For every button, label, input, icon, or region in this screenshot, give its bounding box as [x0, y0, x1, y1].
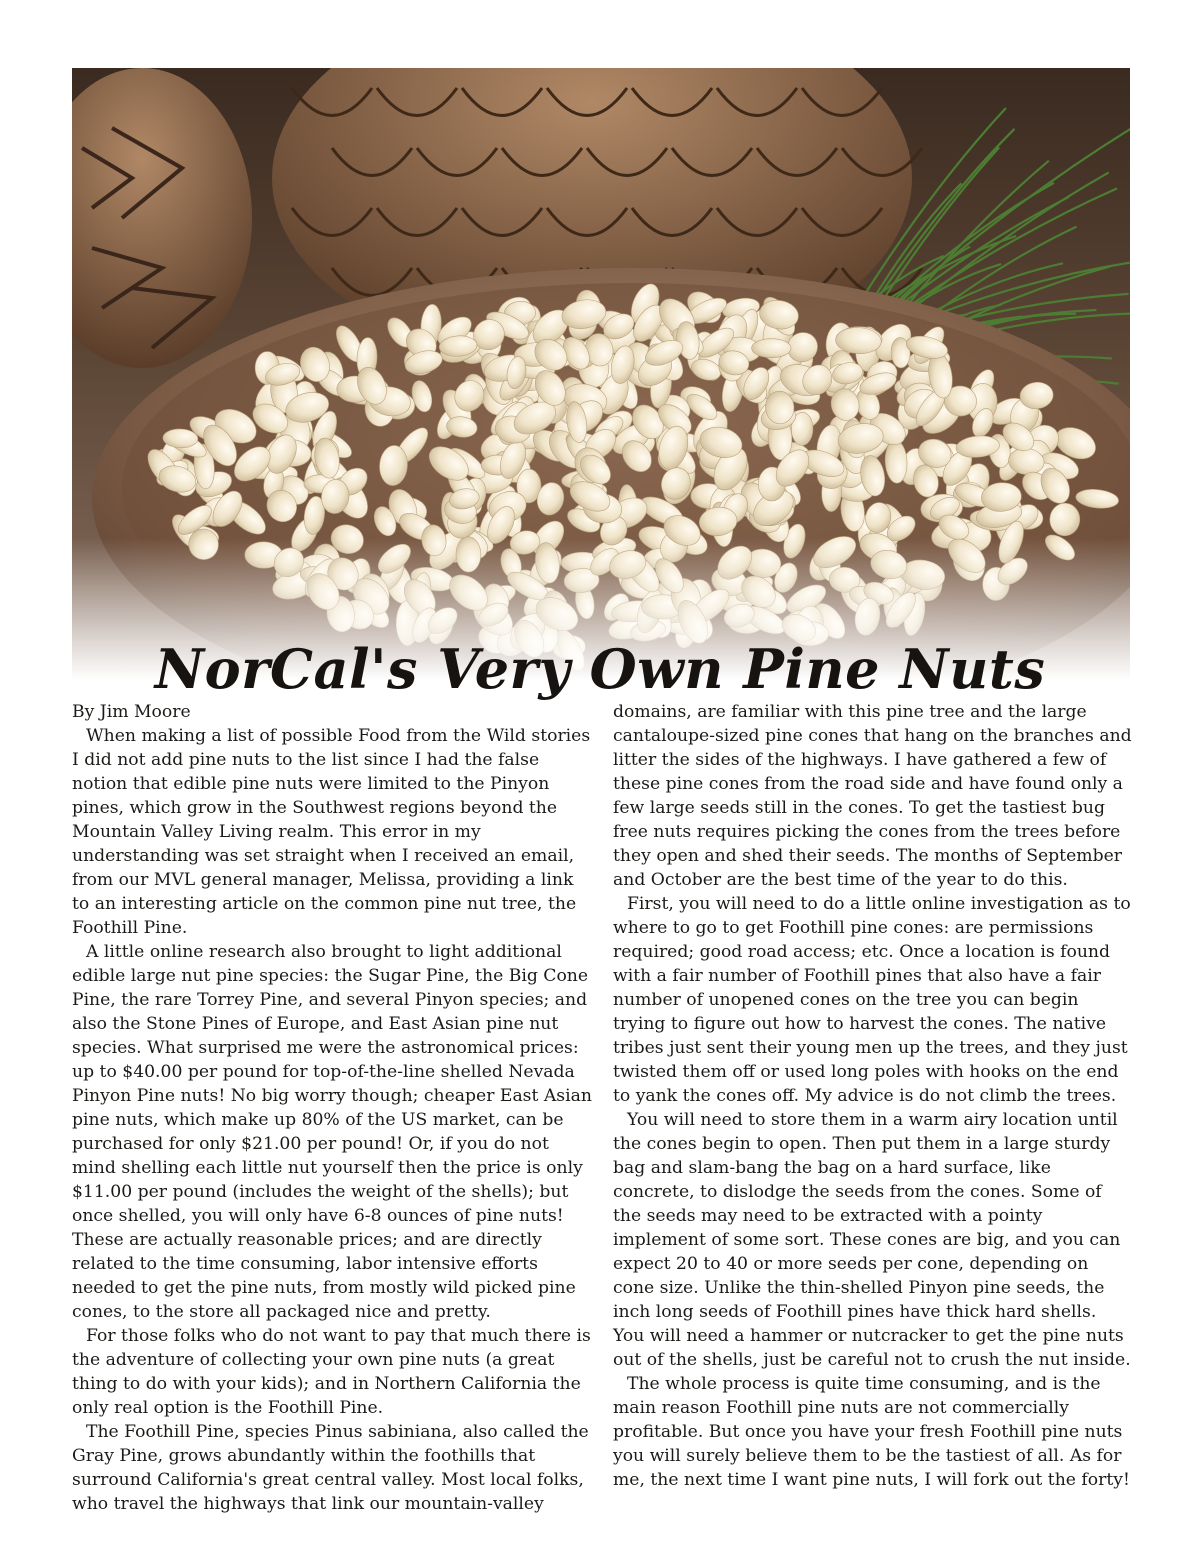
- paragraph: When making a list of possible Food from the Wild stories I did not add pine nuts to the list since I had the false notion that edible pine nuts were limited to the Pinyon pines, which grow in the Southwest regions beyond the Mountain Valley Living realm. This error in my understanding was set straight when I received an email, from our MVL general manager, Melissa, providing a link to an interesting article on the common pine nut tree, the Foothill Pine.: [72, 726, 591, 938]
- paragraph-continued: domains, are familiar with this pine tree and the large cantaloupe-sized pine cones that hang on the branches and litter the sides of the highways. I have gathered a few of these pine cones from the road side and have found only a few large seeds still in the cones. To get the tastiest bug free nuts requires picking the cones from the trees before they open and shed their seeds. The months of September and October are the best time of the year to do this.: [613, 702, 1132, 890]
- paragraph: First, you will need to do a little online investigation as to where to go to get Foothill pine cones: are permissions required; good road access; etc. Once a location is found with a fair number of Foothill pines that also have a fair number of unopened cones on the tree you can begin trying to figure out how to harvest the cones. The native tribes just sent their young men up the trees, and they just twisted them off or used long poles with hooks on the end to yank the cones off. My advice is do not climb the trees.: [613, 894, 1131, 1106]
- left-column: [72, 700, 592, 1516]
- paragraph: The whole process is quite time consuming, and is the main reason Foothill pine nuts are not commercially profitable. But once you have your fresh Foothill pine nuts you will surely believe them to be the tastiest of all. As for me, the next time I want pine nuts, I will fork out the forty!: [613, 1374, 1130, 1490]
- paragraph: You will need to store them in a warm airy location until the cones begin to open. Then put them in a large sturdy bag and slam-bang the bag on a hard surface, like concrete, to dislodge the seeds from the cones. Some of the seeds may need to be extracted with a pointy implement of some sort. These cones are big, and you can expect 20 to 40 or more seeds per cone, depending on cone size. Unlike the thin-shelled Pinyon pine seeds, the inch long seeds of Foothill pines have thick hard shells. You will need a hammer or nutcracker to get the pine nuts out of the shells, just be careful not to crush the nut inside.: [613, 1110, 1131, 1370]
- paragraph: The Foothill Pine, species Pinus sabiniana, also called the Gray Pine, grows abundantly within the foothills that surround California's great central valley. Most local folks, who travel the highways that link our mountain-valley: [72, 1422, 589, 1514]
- pine-nuts-photo: [72, 68, 1130, 680]
- byline: By Jim Moore: [72, 702, 191, 722]
- right-column: [613, 700, 1133, 1492]
- paragraph: For those folks who do not want to pay that much there is the adventure of collecting your own pine nuts (a great thing to do with your kids); and in Northern California the only real option is the Foothill Pine.: [72, 1326, 591, 1418]
- article-title: NorCal's Very Own Pine Nuts: [154, 637, 1046, 701]
- hero-image: [72, 68, 1130, 680]
- paragraph: A little online research also brought to light additional edible large nut pine species: the Sugar Pine, the Big Cone Pine, the rare Torrey Pine, and several Pinyon species; and also the Stone Pines of Europe, and East Asian pine nut species. What surprised me were the astronomical prices: up to $40.00 per pound for top-of-the-line shelled Nevada Pinyon Pine nuts! No big worry though; cheaper East Asian pine nuts, which make up 80% of the US market, can be purchased for only $21.00 per pound! Or, if you do not mind shelling each little nut yourself then the price is only $11.00 per pound (includes the weight of the shells); but once shelled, you will only have 6-8 ounces of pine nuts! These are actually reasonable prices; and are directly related to the time consuming, labor intensive efforts needed to get the pine nuts, from mostly wild picked pine cones, to the store all packaged nice and pretty.: [72, 942, 592, 1322]
